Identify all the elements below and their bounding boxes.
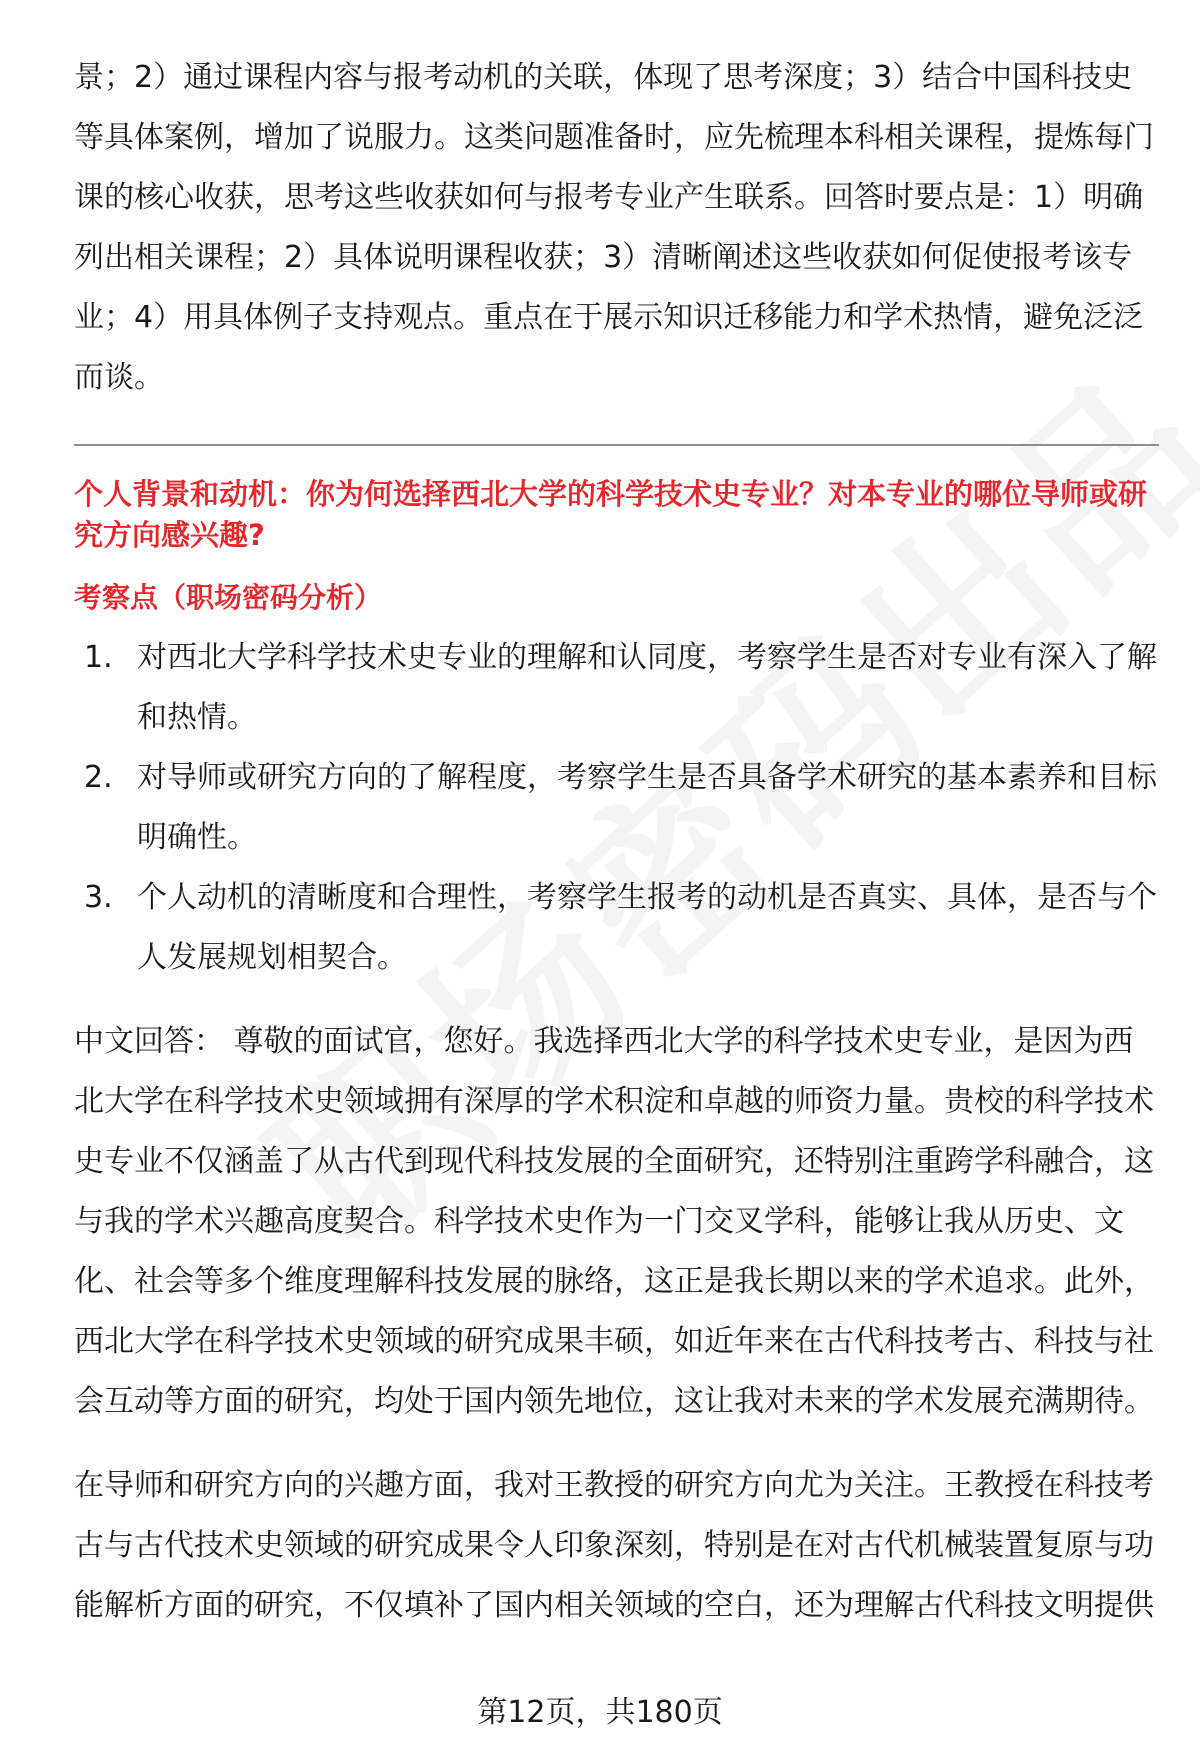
list-item-number: 1. (84, 640, 113, 675)
answer-paragraph-continued: 在导师和研究方向的兴趣方面，我对王教授的研究方向尤为关注。王教授在科技考古与古代技术史领域的研究成果令人印象深刻，特别是在对古代机械装置复原与功能解析方面的研究，不仅填补了国内相关领域的空白，还为理解古代科技文明提供 (74, 1468, 1154, 1623)
intro-paragraph: 景；2）通过课程内容与报考动机的关联，体现了思考深度；3）结合中国科技史等具体案例，增加了说服力。这类问题准备时，应先梳理本科相关课程，提炼每门课的核心收获，思考这些收获如何与报考专业产生联系。回答时要点是：1）明确列出相关课程；2）具体说明课程收获；3）清晰阐述这些收获如何促使报考该专业；4）用具体例子支持观点。重点在于展示知识迁移能力和学术热情，避免泛泛而谈。 (74, 60, 1154, 395)
list-item (84, 748, 1159, 868)
list-item-number: 2. (84, 760, 113, 795)
list-item-text: 对导师或研究方向的了解程度，考察学生是否具备学术研究的基本素养和目标明确性。 (137, 760, 1157, 855)
list-item (84, 868, 1159, 988)
exam-points-list (74, 628, 1159, 988)
exam-points-heading: 考察点（职场密码分析） (74, 581, 383, 614)
section-divider (74, 444, 1159, 446)
list-item-text: 个人动机的清晰度和合理性，考察学生报考的动机是否真实、具体，是否与个人发展规划相契合。 (137, 880, 1157, 975)
list-item (84, 628, 1159, 748)
answer-paragraph: 中文回答： 尊敬的面试官，您好。我选择西北大学的科学技术史专业，是因为西北大学在科学技术史领域拥有深厚的学术积淀和卓越的师资力量。贵校的科学技术史专业不仅涵盖了从古代到现代科技发展的全面研究，还特别注重跨学科融合，这与我的学术兴趣高度契合。科学技术史作为一门交叉学科，能够让我从历史、文化、社会等多个维度理解科技发展的脉络，这正是我长期以来的学术追求。此外，西北大学在科学技术史领域的研究成果丰硕，如近年来在古代科技考古、科技与社会互动等方面的研究，均处于国内领先地位，这让我对未来的学术发展充满期待。 (74, 1024, 1154, 1419)
document-page (74, 48, 1159, 1636)
page-footer: 第12页，共180页 (477, 1695, 723, 1730)
list-item-text: 对西北大学科学技术史专业的理解和认同度，考察学生是否对专业有深入了解和热情。 (137, 640, 1157, 735)
question-heading: 个人背景和动机：你为何选择西北大学的科学技术史专业？对本专业的哪位导师或研究方向感兴趣? (74, 477, 1148, 552)
list-item-number: 3. (84, 880, 113, 915)
